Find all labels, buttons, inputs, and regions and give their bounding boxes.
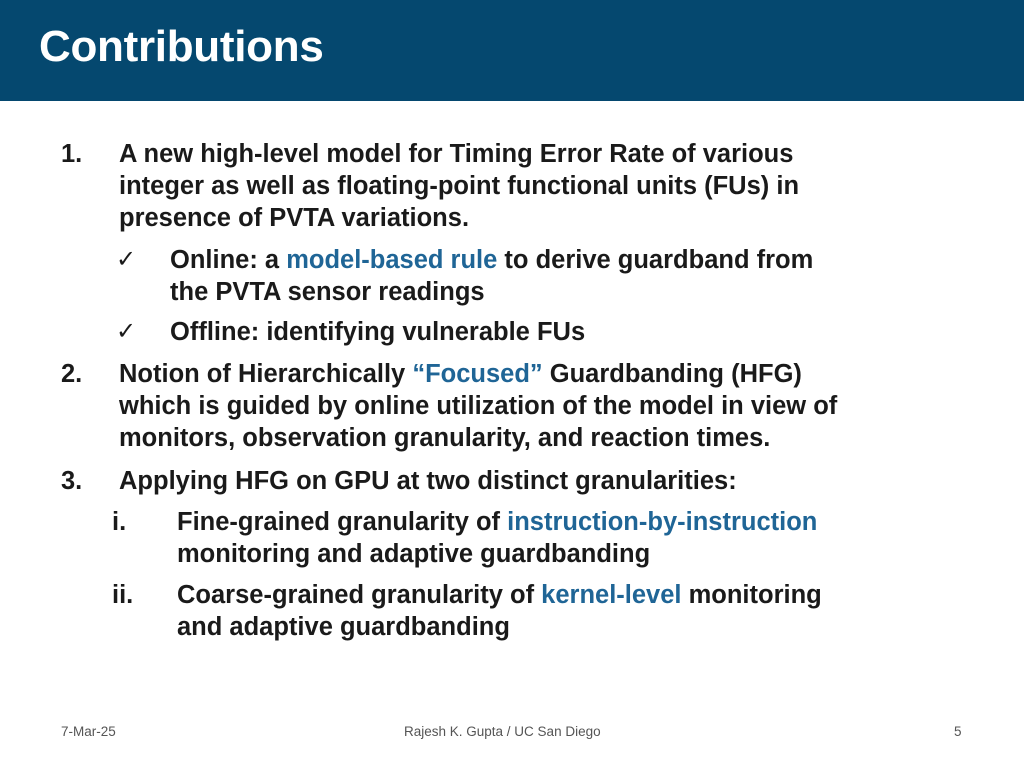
footer-page-number: 5: [954, 724, 962, 739]
text-run: monitoring: [681, 581, 822, 609]
highlight-text: model-based rule: [286, 246, 498, 274]
footer-author: Rajesh K. Gupta / UC San Diego: [404, 724, 601, 739]
item-text: [119, 465, 737, 497]
footer-date: 7-Mar-25: [61, 724, 116, 739]
item-line: monitors, observation granularity, and reaction times.: [119, 424, 771, 452]
slide-title: Contributions: [39, 22, 324, 71]
item-text: [119, 358, 837, 454]
item-line: Applying HFG on GPU at two distinct granularities:: [119, 467, 737, 495]
sub-item-text: [170, 244, 813, 308]
sub-item-text: [170, 316, 585, 348]
text-run: Guardbanding (HFG): [542, 360, 802, 388]
text-run: Notion of Hierarchically: [119, 360, 413, 388]
roman-numeral: ii.: [112, 581, 134, 609]
item-number: 1.: [61, 140, 83, 168]
item-number: 2.: [61, 360, 83, 388]
item-number: 3.: [61, 467, 83, 495]
checkmark-icon: ✓: [116, 318, 137, 345]
sub-item-line: monitoring and adaptive guardbanding: [177, 540, 651, 568]
highlight-text: kernel-level: [541, 581, 682, 609]
sub-item-line: [177, 506, 817, 538]
sub-item-line: [177, 579, 822, 611]
sub-item-text: [177, 506, 817, 570]
item-line: A new high-level model for Timing Error Rate of various: [119, 140, 794, 168]
sub-item-line: Offline: identifying vulnerable FUs: [170, 318, 586, 346]
highlight-text: instruction-by-instruction: [507, 508, 818, 536]
text-run: Coarse-grained granularity of: [177, 581, 542, 609]
item-line: presence of PVTA variations.: [119, 204, 470, 232]
item-text: [119, 138, 799, 234]
item-line: [119, 358, 837, 390]
sub-item-line: and adaptive guardbanding: [177, 613, 510, 641]
checkmark-icon: ✓: [116, 246, 137, 273]
sub-item-line: the PVTA sensor readings: [170, 278, 485, 306]
sub-item-line: [170, 244, 813, 276]
text-run: Fine-grained granularity of: [177, 508, 508, 536]
sub-item-text: [177, 579, 822, 643]
item-line: which is guided by online utilization of the model in view of: [119, 392, 838, 420]
item-line: integer as well as floating-point functional units (FUs) in: [119, 172, 800, 200]
highlight-text: “Focused”: [412, 360, 543, 388]
text-run: to derive guardband from: [497, 246, 814, 274]
text-run: Online: a: [170, 246, 287, 274]
roman-numeral: i.: [112, 508, 127, 536]
